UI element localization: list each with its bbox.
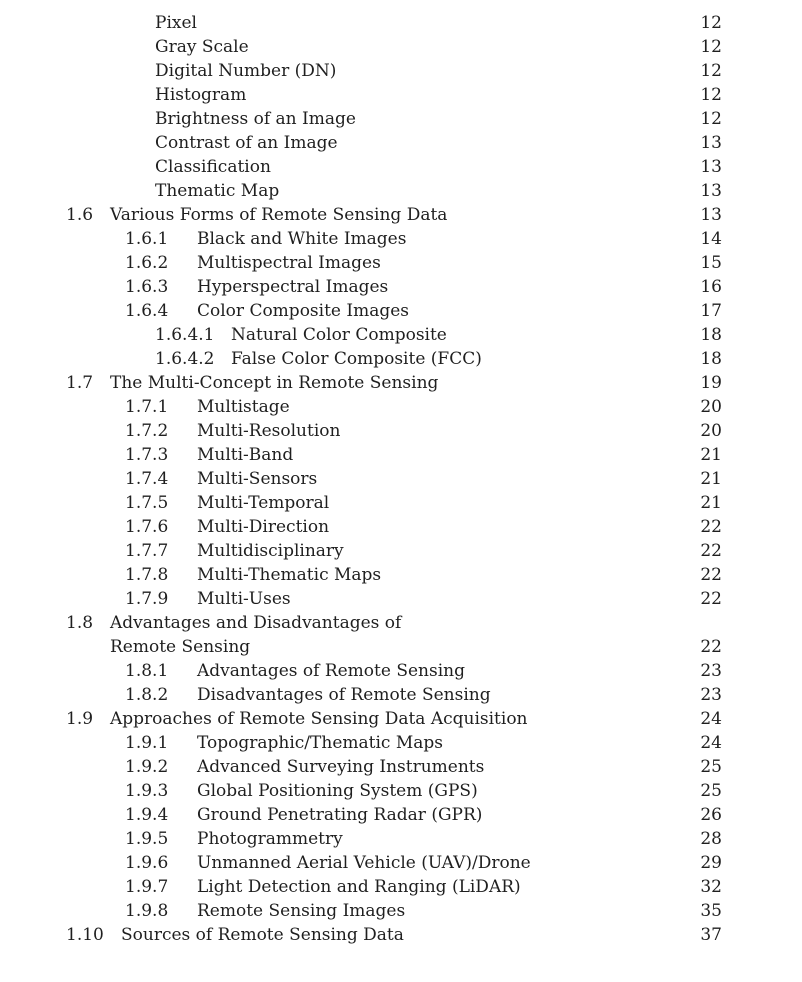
toc-subsection-page: 21 [700, 469, 722, 489]
toc-subsection-title: Color Composite Images [197, 301, 410, 321]
toc-subsubsection-1-6-4-1 [0, 323, 802, 347]
toc-section-number: 1.8 [66, 613, 94, 633]
toc-entry-histogram [0, 83, 802, 107]
toc-subsection-1-9-8 [0, 899, 802, 923]
toc-subsection-1-9-7 [0, 875, 802, 899]
toc-subsubsection-number: 1.6.4.2 [155, 349, 215, 369]
toc-subsection-title: Multi-Thematic Maps [197, 565, 382, 585]
toc-subsection-1-9-4 [0, 803, 802, 827]
toc-subsection-number: 1.6.2 [125, 253, 169, 273]
toc-section-page: 24 [700, 709, 722, 729]
toc-subsection-1-9-6 [0, 851, 802, 875]
toc-entry-page: 13 [700, 181, 722, 201]
toc-subsection-number: 1.7.4 [125, 469, 169, 489]
toc-subsection-page: 26 [700, 805, 722, 825]
toc-entry-thematic-map [0, 179, 802, 203]
toc-entry-title: Digital Number (DN) [155, 61, 337, 81]
toc-section-number: 1.10 [66, 925, 104, 945]
toc-subsubsection-page: 18 [700, 349, 722, 369]
toc-section-title: Sources of Remote Sensing Data [121, 925, 404, 945]
toc-subsection-number: 1.9.5 [125, 829, 169, 849]
toc-subsection-title: Multistage [197, 397, 290, 417]
toc-entry-page: 12 [700, 13, 722, 33]
toc-subsection-number: 1.6.1 [125, 229, 169, 249]
toc-entry-page: 12 [700, 109, 722, 129]
toc-entry-title: Contrast of an Image [155, 133, 338, 153]
toc-subsection-title: Advanced Surveying Instruments [197, 757, 485, 777]
toc-section-1-7 [0, 371, 802, 395]
toc-subsection-page: 20 [700, 421, 722, 441]
toc-subsection-1-9-2 [0, 755, 802, 779]
table-of-contents [0, 11, 802, 947]
toc-subsection-page: 17 [700, 301, 722, 321]
toc-subsection-number: 1.7.5 [125, 493, 169, 513]
toc-subsection-title: Multi-Resolution [197, 421, 341, 441]
toc-subsection-number: 1.7.6 [125, 517, 169, 537]
toc-subsection-title: Multi-Band [197, 445, 294, 465]
toc-subsection-page: 25 [700, 781, 722, 801]
toc-entry-title: Histogram [155, 85, 247, 105]
toc-subsection-number: 1.9.6 [125, 853, 169, 873]
toc-entry-page: 13 [700, 133, 722, 153]
toc-subsection-1-9-1 [0, 731, 802, 755]
toc-subsection-1-7-9 [0, 587, 802, 611]
toc-section-title: Approaches of Remote Sensing Data Acquisition [110, 709, 528, 729]
toc-subsection-title: Multi-Uses [197, 589, 291, 609]
toc-subsection-number: 1.9.2 [125, 757, 169, 777]
toc-subsection-number: 1.6.4 [125, 301, 169, 321]
toc-subsection-title: Global Positioning System (GPS) [197, 781, 478, 801]
toc-subsection-1-7-6 [0, 515, 802, 539]
toc-subsection-number: 1.7.8 [125, 565, 169, 585]
toc-section-number: 1.6 [66, 205, 94, 225]
toc-subsection-page: 21 [700, 493, 722, 513]
toc-subsection-page: 22 [700, 541, 722, 561]
toc-subsection-number: 1.8.1 [125, 661, 169, 681]
toc-subsection-title: Multidisciplinary [197, 541, 344, 561]
toc-subsection-page: 15 [700, 253, 722, 273]
toc-subsection-number: 1.9.4 [125, 805, 169, 825]
toc-subsection-page: 35 [700, 901, 722, 921]
toc-subsection-page: 28 [700, 829, 722, 849]
toc-subsection-1-7-3 [0, 443, 802, 467]
toc-subsection-page: 23 [700, 685, 722, 705]
toc-section-1-10 [0, 923, 802, 947]
toc-subsection-title: Multispectral Images [197, 253, 381, 273]
toc-section-title: Various Forms of Remote Sensing Data [110, 205, 448, 225]
toc-subsubsection-1-6-4-2 [0, 347, 802, 371]
toc-subsection-page: 21 [700, 445, 722, 465]
toc-subsection-page: 24 [700, 733, 722, 753]
toc-entry-page: 12 [700, 37, 722, 57]
toc-subsection-page: 23 [700, 661, 722, 681]
toc-subsection-title: Multi-Temporal [197, 493, 330, 513]
toc-subsection-page: 22 [700, 589, 722, 609]
toc-entry-title: Brightness of an Image [155, 109, 356, 129]
toc-subsection-number: 1.7.7 [125, 541, 169, 561]
toc-entry-gray-scale [0, 35, 802, 59]
toc-subsection-1-8-2 [0, 683, 802, 707]
toc-subsection-number: 1.8.2 [125, 685, 169, 705]
toc-subsection-title: Advantages of Remote Sensing [197, 661, 465, 681]
toc-subsection-1-7-5 [0, 491, 802, 515]
toc-subsection-1-9-3 [0, 779, 802, 803]
toc-subsection-page: 14 [700, 229, 722, 249]
toc-section-number: 1.7 [66, 373, 94, 393]
toc-subsection-title: Disadvantages of Remote Sensing [197, 685, 491, 705]
toc-section-title-line2: Remote Sensing [110, 637, 251, 657]
toc-section-page: 22 [700, 637, 722, 657]
toc-subsection-page: 32 [700, 877, 722, 897]
toc-subsection-1-6-4 [0, 299, 802, 323]
toc-section-1-8 [0, 611, 802, 635]
toc-entry-page: 12 [700, 61, 722, 81]
toc-subsection-number: 1.9.3 [125, 781, 169, 801]
toc-section-page: 19 [700, 373, 722, 393]
toc-entry-classification [0, 155, 802, 179]
toc-section-page: 13 [700, 205, 722, 225]
toc-subsection-page: 20 [700, 397, 722, 417]
toc-subsection-1-7-1 [0, 395, 802, 419]
toc-subsubsection-number: 1.6.4.1 [155, 325, 215, 345]
toc-subsubsection-page: 18 [700, 325, 722, 345]
toc-subsection-page: 22 [700, 517, 722, 537]
toc-subsection-title: Photogrammetry [197, 829, 343, 849]
toc-subsection-page: 25 [700, 757, 722, 777]
toc-subsection-number: 1.9.7 [125, 877, 169, 897]
toc-subsection-number: 1.7.1 [125, 397, 169, 417]
toc-subsubsection-title: False Color Composite (FCC) [231, 349, 482, 369]
toc-section-1-6 [0, 203, 802, 227]
toc-section-title-line1: Advantages and Disadvantages of [110, 613, 402, 633]
toc-entry-title: Pixel [155, 13, 197, 33]
toc-subsection-title: Light Detection and Ranging (LiDAR) [197, 877, 521, 897]
toc-entry-pixel [0, 11, 802, 35]
toc-subsection-title: Multi-Sensors [197, 469, 318, 489]
toc-subsection-number: 1.7.2 [125, 421, 169, 441]
toc-subsection-title: Topographic/Thematic Maps [197, 733, 443, 753]
toc-subsection-page: 29 [700, 853, 722, 873]
toc-entry-brightness [0, 107, 802, 131]
toc-subsection-page: 16 [700, 277, 722, 297]
toc-entry-digital-number [0, 59, 802, 83]
toc-subsection-1-7-7 [0, 539, 802, 563]
toc-subsection-number: 1.7.3 [125, 445, 169, 465]
toc-subsection-1-7-2 [0, 419, 802, 443]
toc-section-number: 1.9 [66, 709, 94, 729]
toc-subsection-title: Black and White Images [197, 229, 407, 249]
toc-entry-title: Thematic Map [155, 181, 280, 201]
toc-section-1-8-continued [0, 635, 802, 659]
toc-section-1-9 [0, 707, 802, 731]
toc-subsection-title: Remote Sensing Images [197, 901, 406, 921]
toc-subsection-1-6-2 [0, 251, 802, 275]
toc-entry-title: Gray Scale [155, 37, 249, 57]
toc-subsection-1-6-3 [0, 275, 802, 299]
toc-subsection-title: Ground Penetrating Radar (GPR) [197, 805, 483, 825]
toc-subsection-1-7-8 [0, 563, 802, 587]
toc-entry-contrast [0, 131, 802, 155]
toc-subsection-page: 22 [700, 565, 722, 585]
toc-subsection-title: Unmanned Aerial Vehicle (UAV)/Drone [197, 853, 531, 873]
toc-section-title: The Multi-Concept in Remote Sensing [110, 373, 439, 393]
toc-subsection-number: 1.6.3 [125, 277, 169, 297]
toc-subsubsection-title: Natural Color Composite [231, 325, 447, 345]
toc-subsection-title: Multi-Direction [197, 517, 330, 537]
toc-subsection-1-8-1 [0, 659, 802, 683]
toc-subsection-1-6-1 [0, 227, 802, 251]
toc-entry-title: Classification [155, 157, 271, 177]
toc-subsection-1-7-4 [0, 467, 802, 491]
toc-subsection-number: 1.9.1 [125, 733, 169, 753]
toc-entry-page: 12 [700, 85, 722, 105]
toc-subsection-title: Hyperspectral Images [197, 277, 389, 297]
toc-section-page: 37 [700, 925, 722, 945]
toc-subsection-number: 1.7.9 [125, 589, 169, 609]
toc-entry-page: 13 [700, 157, 722, 177]
toc-subsection-1-9-5 [0, 827, 802, 851]
toc-subsection-number: 1.9.8 [125, 901, 169, 921]
